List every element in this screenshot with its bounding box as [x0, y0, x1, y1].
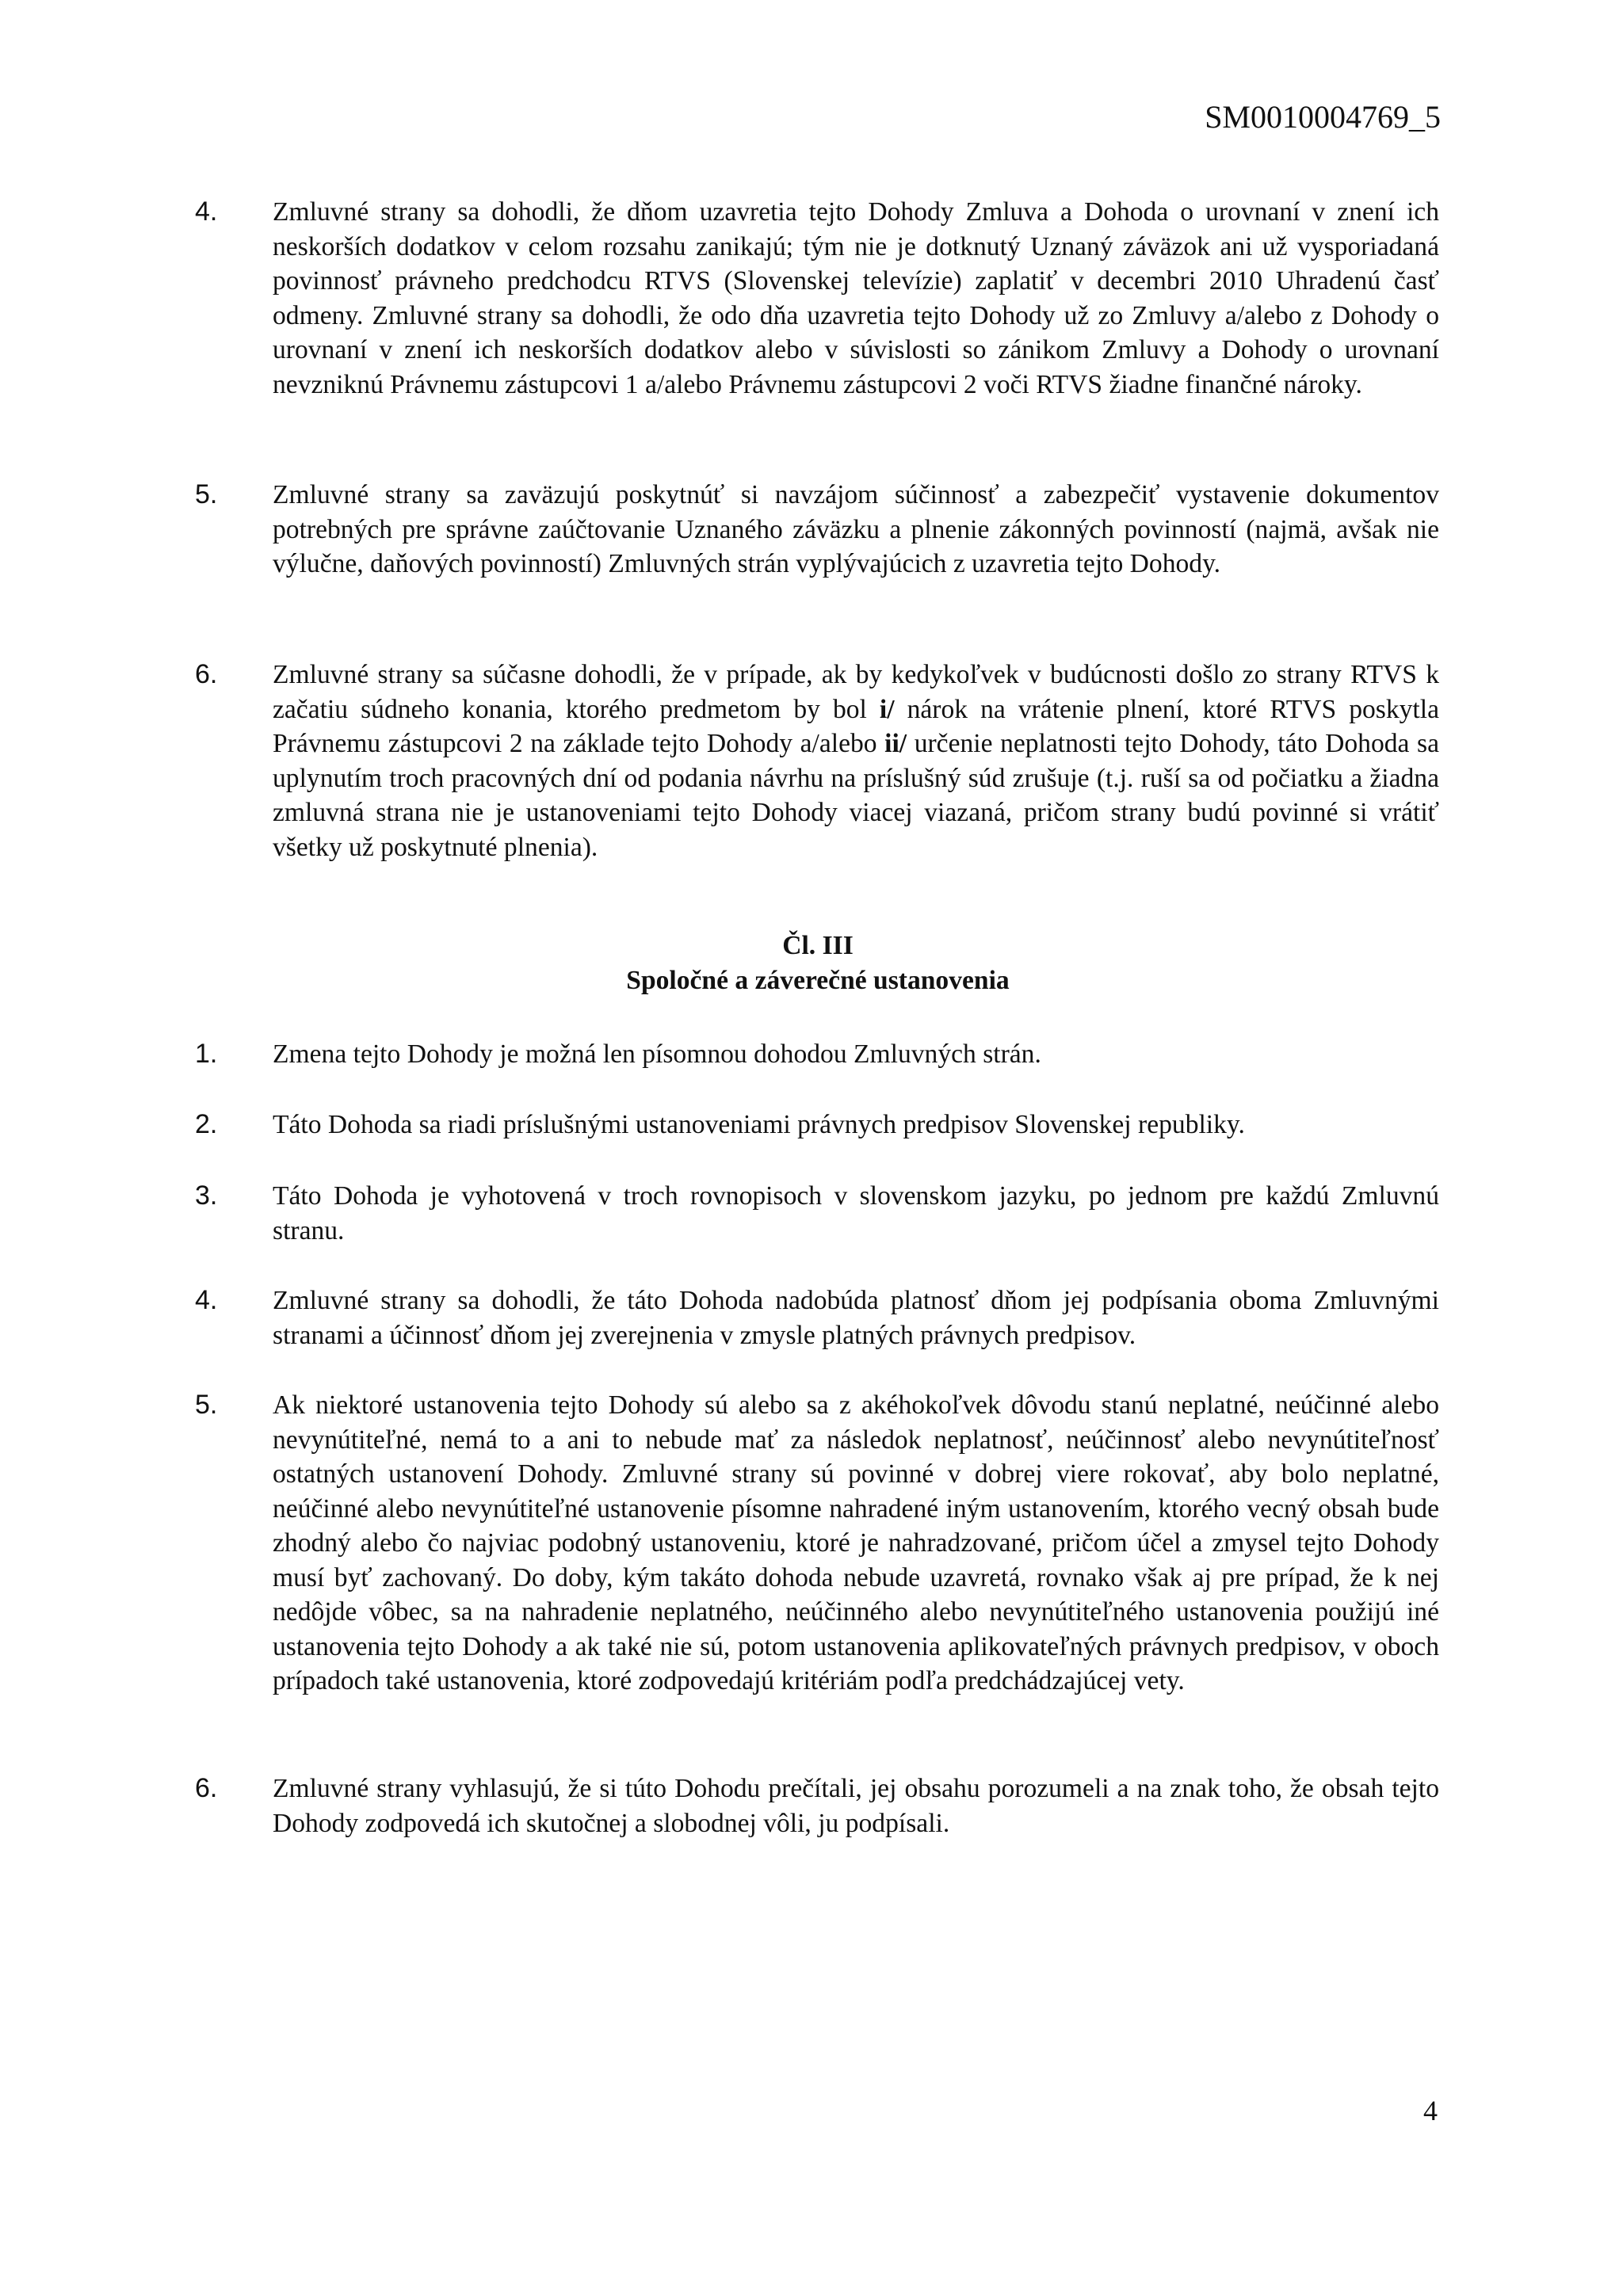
clause-text-part: nárok na vrátenie plnení, ktoré RTVS poskytla Právnemu zástupcovi 2 na základe tejto Dohody a/alebo	[273, 694, 1439, 758]
clause-text: Zmluvné strany sa zaväzujú poskytnúť si navzájom súčinnosť a zabezpečiť vystavenie dokumentov potrebných pre správne zaúčtovanie Uznaného záväzku a plnenie zákonných povinností (najmä, avšak nie výlučne, daňových povinností) Zmluvných strán vyplývajúcich z uzavretia tejto Dohody.	[273, 480, 1439, 578]
clause-text: Zmluvné strany vyhlasujú, že si túto Dohodu prečítali, jej obsahu porozumeli a na znak toho, že obsah tejto Dohody zodpovedá ich skutočnej a slobodnej vôli, ju podpísali.	[273, 1774, 1439, 1838]
clause-number: 3.	[195, 1180, 218, 1211]
marker-i: i/	[879, 694, 895, 724]
clause-text-part: Zmluvné strany sa súčasne dohodli, že v prípade, ak by kedykoľvek v budúcnosti došlo zo strany RTVS k začatiu súdneho konania, ktorého predmetom by bol	[273, 660, 1439, 724]
clause-text: Zmluvné strany sa dohodli, že táto Dohoda nadobúda platnosť dňom jej podpísania oboma Zmluvnými stranami a účinnosť dňom jej zverejnenia v zmysle platných právnych predpisov.	[273, 1286, 1439, 1350]
clause-text-part: určenie neplatnosti tejto Dohody, táto Dohoda sa uplynutím troch pracovných dní od podania návrhu na príslušný súd zrušuje (t.j. ruší sa od počiatku a žiadna zmluvná strana nie je ustanoveniami tejto Dohody viacej viazaná, pričom strany budú povinné si vrátiť všetky už poskytnuté plnenia).	[273, 729, 1439, 862]
clause-text: Ak niektoré ustanovenia tejto Dohody sú alebo sa z akéhokoľvek dôvodu stanú neplatné, neúčinné alebo nevynútiteľné, nemá to a ani to nebude mať za následok neplatnosť, neúčinnosť alebo nevynútiteľnosť ostatných ustanovení Dohody. Zmluvné strany sú povinné v dobrej viere rokovať, aby bolo neplatné, neúčinné alebo nevynútiteľné ustanovenie písomne nahradené iným ustanovením, ktorého vecný obsah bude zhodný alebo čo najviac podobný ustanoveniu, ktoré je nahradzované, pričom účel a zmysel tejto Dohody musí byť zachovaný. Do doby, kým takáto dohoda nebude uzavretá, rovnako však aj pre prípad, že k nej nedôjde vôbec, sa na nahradenie neplatného, neúčinného alebo nevynútiteľného ustanovenia použijú iné ustanovenia tejto Dohody a ak také nie sú, potom ustanovenia aplikovateľných právnych predpisov, v oboch prípadoch také ustanovenia, ktoré zodpovedajú kritériám podľa predchádzajúcej vety.	[273, 1390, 1439, 1695]
document-id: SM0010004769_5	[1205, 99, 1441, 135]
clause-number: 4.	[195, 1285, 218, 1315]
clause-number: 6.	[195, 659, 218, 689]
page-number: 4	[1423, 2095, 1438, 2126]
clause-number: 5.	[195, 1390, 218, 1420]
clause-text: Táto Dohoda je vyhotovená v troch rovnopisoch v slovenskom jazyku, po jednom pre každú Zmluvnú stranu.	[273, 1181, 1439, 1245]
clause-text: Zmena tejto Dohody je možná len písomnou dohodou Zmluvných strán.	[273, 1039, 1041, 1069]
clause-number: 6.	[195, 1773, 218, 1803]
section-heading: Čl. III	[782, 931, 854, 960]
clause-text: Zmluvné strany sa dohodli, že dňom uzavretia tejto Dohody Zmluva a Dohoda o urovnaní v znení ich neskorších dodatkov v celom rozsahu zanikajú; tým nie je dotknutý Uznaný záväzok ani už vysporiadaná povinnosť právneho predchodcu RTVS (Slovenskej televízie) zaplatiť v decembri 2010 Uhradenú časť odmeny. Zmluvné strany sa dohodli, že odo dňa uzavretia tejto Dohody už zo Zmluvy a/alebo z Dohody o urovnaní v znení ich neskorších dodatkov alebo v súvislosti so zánikom Zmluvy a Dohody o urovnaní nevzniknú Právnemu zástupcovi 1 a/alebo Právnemu zástupcovi 2 voči RTVS žiadne finančné nároky.	[273, 197, 1439, 399]
clause-text	[273, 658, 1439, 864]
section-subheading: Spoločné a záverečné ustanovenia	[626, 966, 1010, 995]
clause-number: 5.	[195, 479, 218, 509]
clause-number: 4.	[195, 196, 218, 227]
marker-ii: ii/	[884, 729, 907, 758]
clause-number: 2.	[195, 1109, 218, 1139]
clause-text: Táto Dohoda sa riadi príslušnými ustanoveniami právnych predpisov Slovenskej republiky.	[273, 1110, 1245, 1139]
clause-number: 1.	[195, 1039, 218, 1069]
